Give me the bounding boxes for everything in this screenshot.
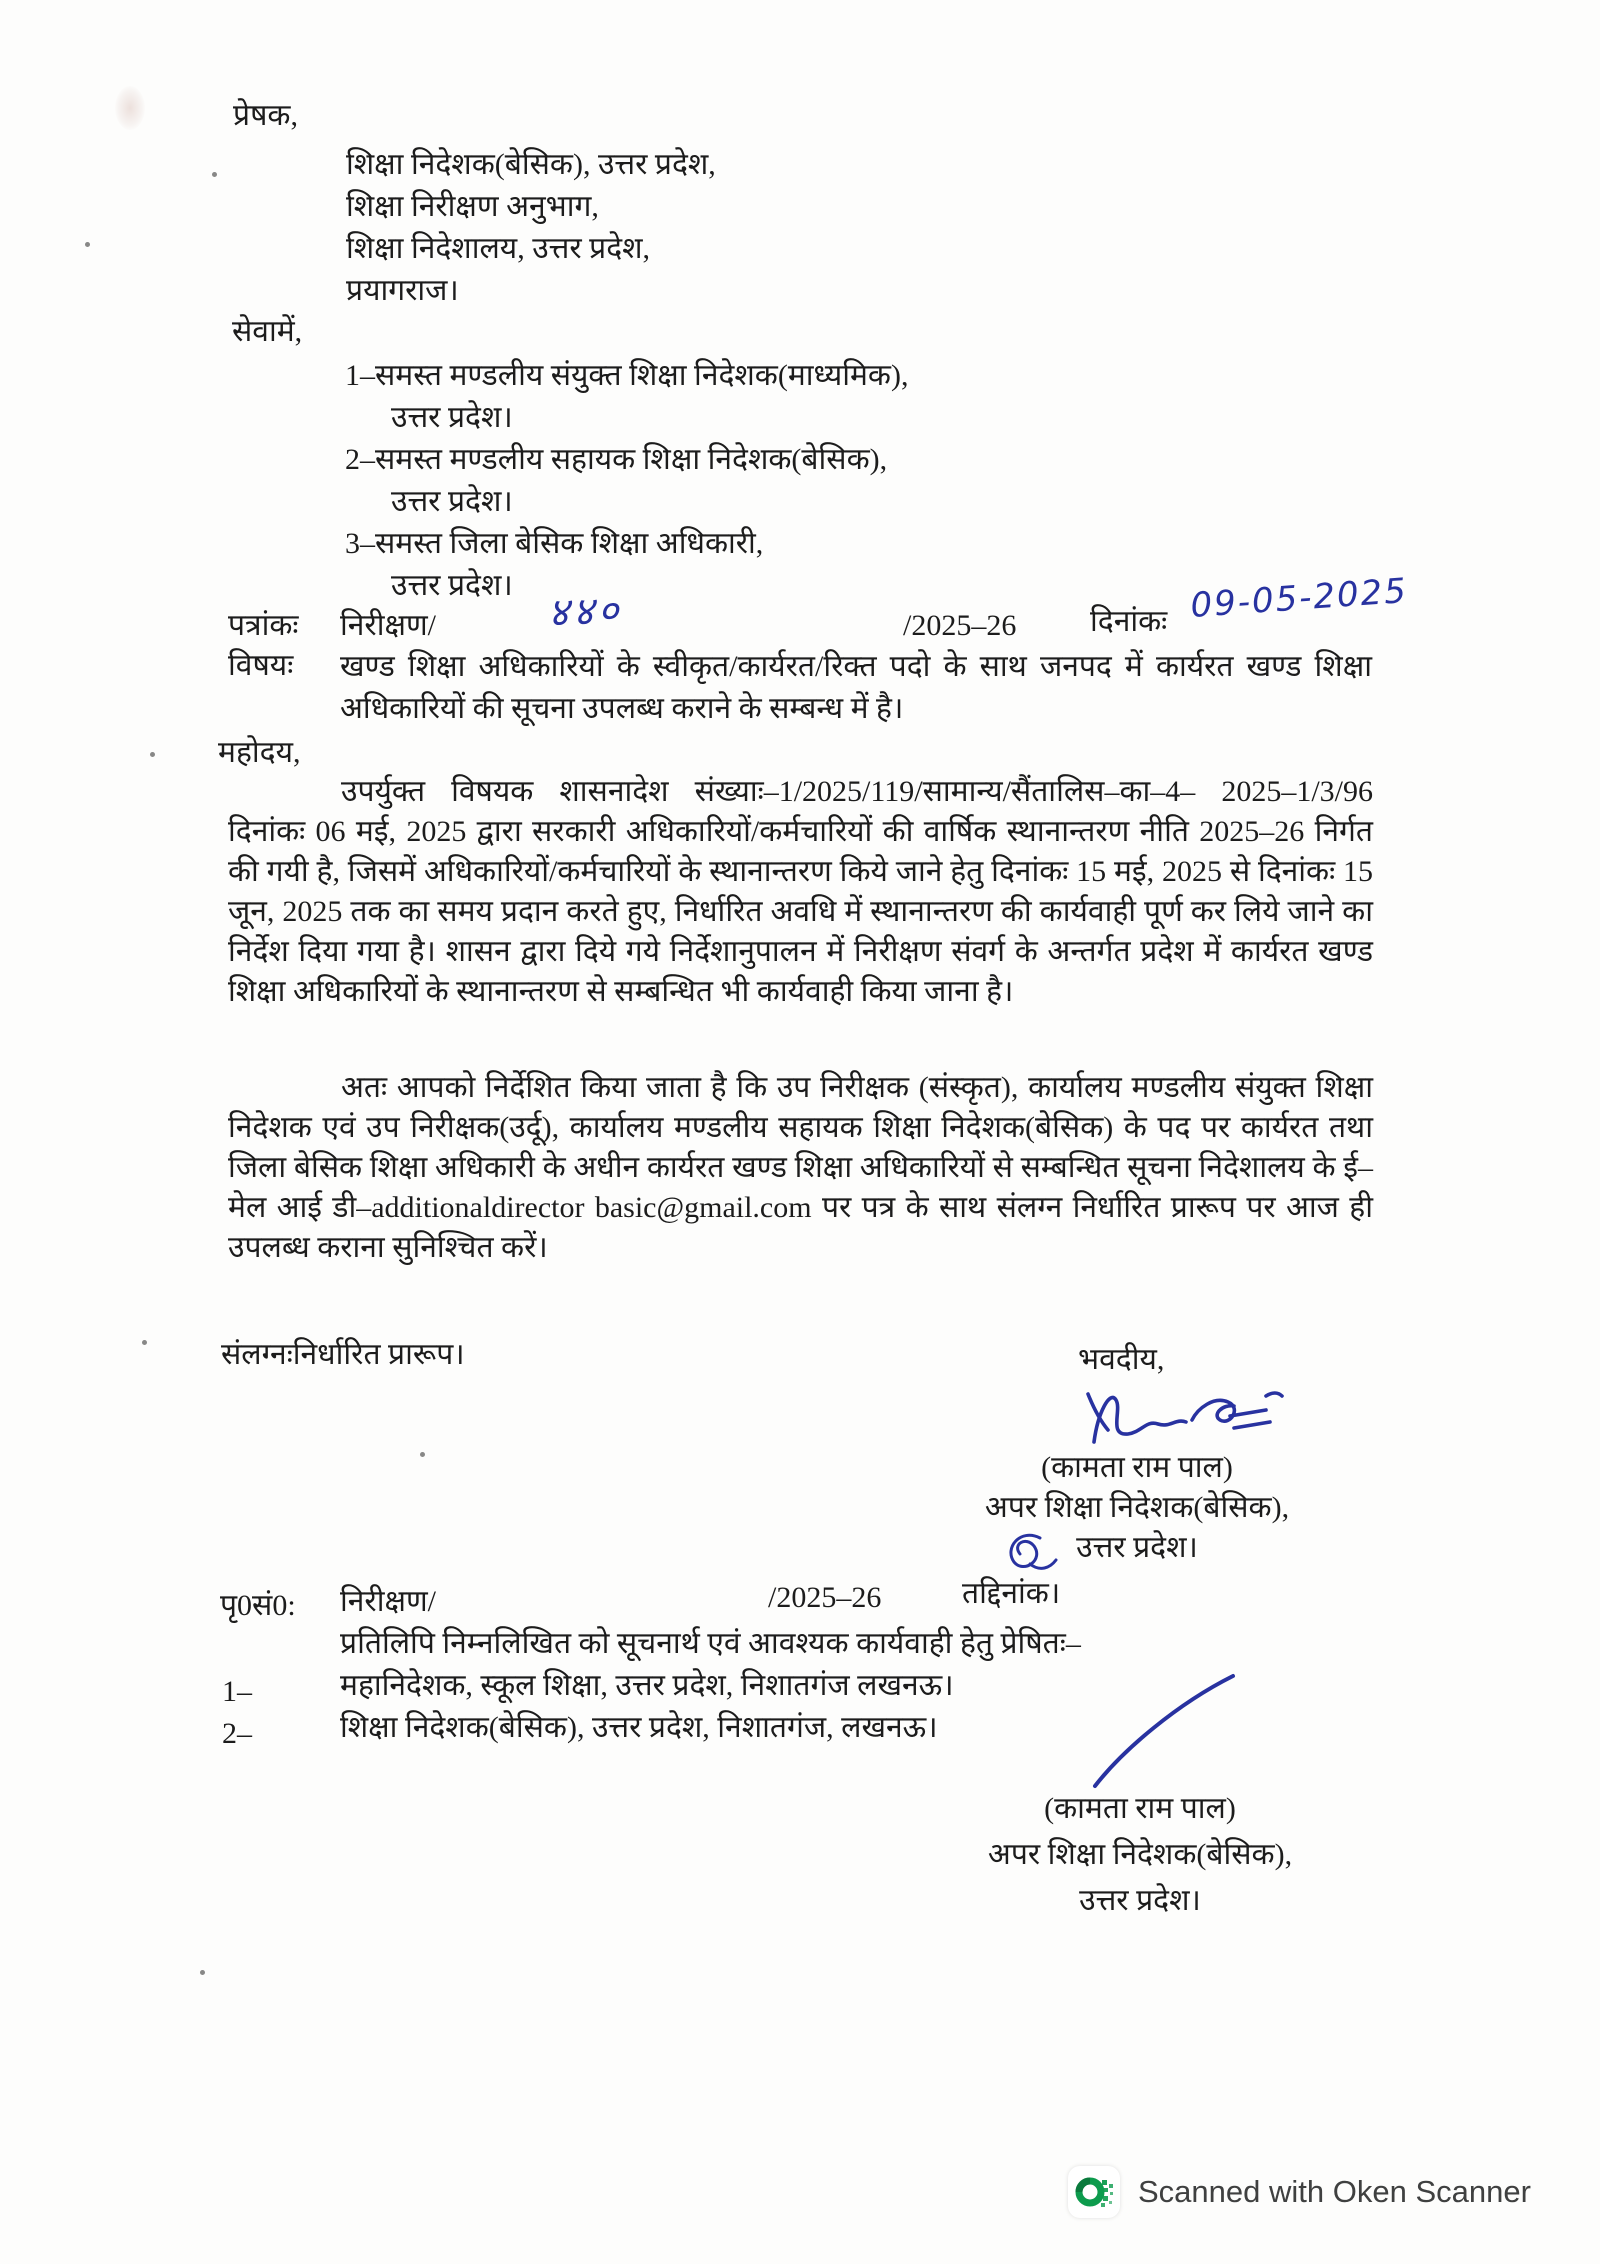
from-line: शिक्षा निदेशक(बेसिक), उत्तर प्रदेश, xyxy=(346,148,716,181)
oken-scanner-logo xyxy=(1068,2166,1120,2218)
subject-label: विषयः xyxy=(228,649,294,682)
from-line: प्रयागराज। xyxy=(346,274,459,307)
signatory-place-row xyxy=(972,1528,1302,1568)
scan-dot xyxy=(85,242,90,247)
signatory-designation: अपर शिक्षा निदेशक(बेसिक), xyxy=(984,1491,1290,1524)
from-label: प्रेषक, xyxy=(233,99,298,132)
loop-ink xyxy=(1000,1530,1058,1576)
to-label: सेवामें, xyxy=(232,315,303,348)
ref-year: /2025–26 xyxy=(903,609,1017,642)
scan-smudge xyxy=(115,86,145,130)
ref-date-label: दिनांकः xyxy=(1090,605,1168,638)
enclosure-line: संलग्नःनिर्धारित प्रारूप। xyxy=(221,1338,465,1371)
ref-date-handwritten xyxy=(1189,474,1600,626)
signature-block-2 xyxy=(970,1786,1310,1924)
copy-number: 1– xyxy=(222,1675,252,1708)
copy-intro-line: प्रतिलिपि निम्नलिखित को सूचनार्थ एवं आवश्यक कार्यवाही हेतु प्रेषितः– xyxy=(340,1627,1081,1660)
copy-number: 2– xyxy=(222,1717,252,1750)
scan-dot xyxy=(200,1970,205,1975)
endorsement-same-date: तद्दिनांक। xyxy=(962,1577,1061,1610)
endorsement-year: /2025–26 xyxy=(768,1581,882,1614)
scan-dot xyxy=(420,1452,425,1457)
ref-number-prefix: निरीक्षण/ xyxy=(340,609,436,642)
ref-number-label: पत्रांकः xyxy=(228,609,299,642)
ref-date-text: 09-05-2025 xyxy=(1189,570,1410,626)
subject-text: खण्ड शिक्षा अधिकारियों के स्वीकृत/कार्यरत/रिक्त पदो के साथ जनपद में कार्यरत खण्ड शिक्षा अधिकारियों की सूचना उपलब्ध कराने के सम्बन्ध में है। xyxy=(340,650,1372,725)
from-line: शिक्षा निरीक्षण अनुभाग, xyxy=(346,190,599,223)
body-paragraph-2: अतः आपको निर्देशित किया जाता है कि उप निरीक्षक (संस्कृत), कार्यालय मण्डलीय संयुक्त शिक्षा निदेशक एवं उप निरीक्षक(उर्दू), कार्यालय मण्डलीय सहायक शिक्षा निदेशक(बेसिक) के पद पर कार्यरत तथा जिला बेसिक शिक्षा अधिकारी के अधीन कार्यरत खण्ड शिक्षा अधिकारियों से सम्बन्धित सूचना निदेशालय के ई–मेल आई डी–additionaldirector basic@gmail.com पर पत्र के साथ संलग्न निर्धारित प्रारूप पर आज ही उपलब्ध कराना सुनिश्चित करें। xyxy=(228,1071,1373,1264)
copy-text: शिक्षा निदेशक(बेसिक), उत्तर प्रदेश, निशातगंज, लखनऊ। xyxy=(340,1711,938,1744)
closing: भवदीय, xyxy=(1078,1343,1165,1376)
signatory2-name: (कामता राम पाल) xyxy=(1044,1792,1236,1825)
signatory2-designation: अपर शिक्षा निदेशक(बेसिक), xyxy=(987,1838,1293,1871)
endorsement-prefix: निरीक्षण/ xyxy=(340,1585,436,1618)
endorsement-label: पृ0सं0: xyxy=(220,1589,296,1622)
signatory-name: (कामता राम पाल) xyxy=(1041,1451,1233,1484)
body-paragraph-1: उपर्युक्त विषयक शासनादेश संख्याः–1/2025/119/सामान्य/सैंतालिस–का–4– 2025–1/3/96 दिनांकः 06 मई, 2025 द्वारा सरकारी अधिकारियों/कर्मचारियों की वार्षिक स्थानान्तरण नीति 2025–26 निर्गत की गयी है, जिसमें अधिकारियों/कर्मचारियों के स्थानान्तरण किये जाने हेतु दिनांकः 15 मई, 2025 से दिनांकः 15 जून, 2025 तक का समय प्रदान करते हुए, निर्धारित अवधि में स्थानान्तरण की कार्यवाही पूर्ण कर लिये जाने का निर्देश दिया गया है। शासन द्वारा दिये गये निर्देशानुपालन में निरीक्षण संवर्ग के अन्तर्गत प्रदेश में कार्यरत खण्ड शिक्षा अधिकारियों के स्थानान्तरण से सम्बन्धित भी कार्यवाही किया जाना है। xyxy=(228,775,1373,1008)
scan-dot xyxy=(150,752,155,757)
scanner-footer-text: Scanned with Oken Scanner xyxy=(1138,2174,1531,2209)
salutation: महोदय, xyxy=(218,736,301,769)
recipient-place: उत्तर प्रदेश। xyxy=(391,401,513,434)
from-line: शिक्षा निदेशालय, उत्तर प्रदेश, xyxy=(346,232,651,265)
recipient-name: 1–समस्त मण्डलीय संयुक्त शिक्षा निदेशक(माध्यमिक), xyxy=(345,359,909,392)
scan-dot xyxy=(212,172,217,177)
recipient-place: उत्तर प्रदेश। xyxy=(391,569,513,602)
recipient-name: 3–समस्त जिला बेसिक शिक्षा अधिकारी, xyxy=(345,527,764,560)
signature-block-1 xyxy=(972,1448,1302,1568)
pen-stroke-ink xyxy=(1085,1668,1245,1793)
recipient-place: उत्तर प्रदेश। xyxy=(391,485,513,518)
signatory-place: उत्तर प्रदेश। xyxy=(1076,1531,1198,1564)
recipient-name: 2–समस्त मण्डलीय सहायक शिक्षा निदेशक(बेसिक), xyxy=(345,443,888,476)
ref-number-handwritten: ४४० xyxy=(547,587,624,637)
scan-dot xyxy=(142,1340,147,1345)
scanner-footer xyxy=(1068,2166,1531,2218)
copy-text: महानिदेशक, स्कूल शिक्षा, उत्तर प्रदेश, निशातगंज लखनऊ। xyxy=(340,1669,954,1702)
signatory2-place: उत्तर प्रदेश। xyxy=(1079,1884,1201,1917)
